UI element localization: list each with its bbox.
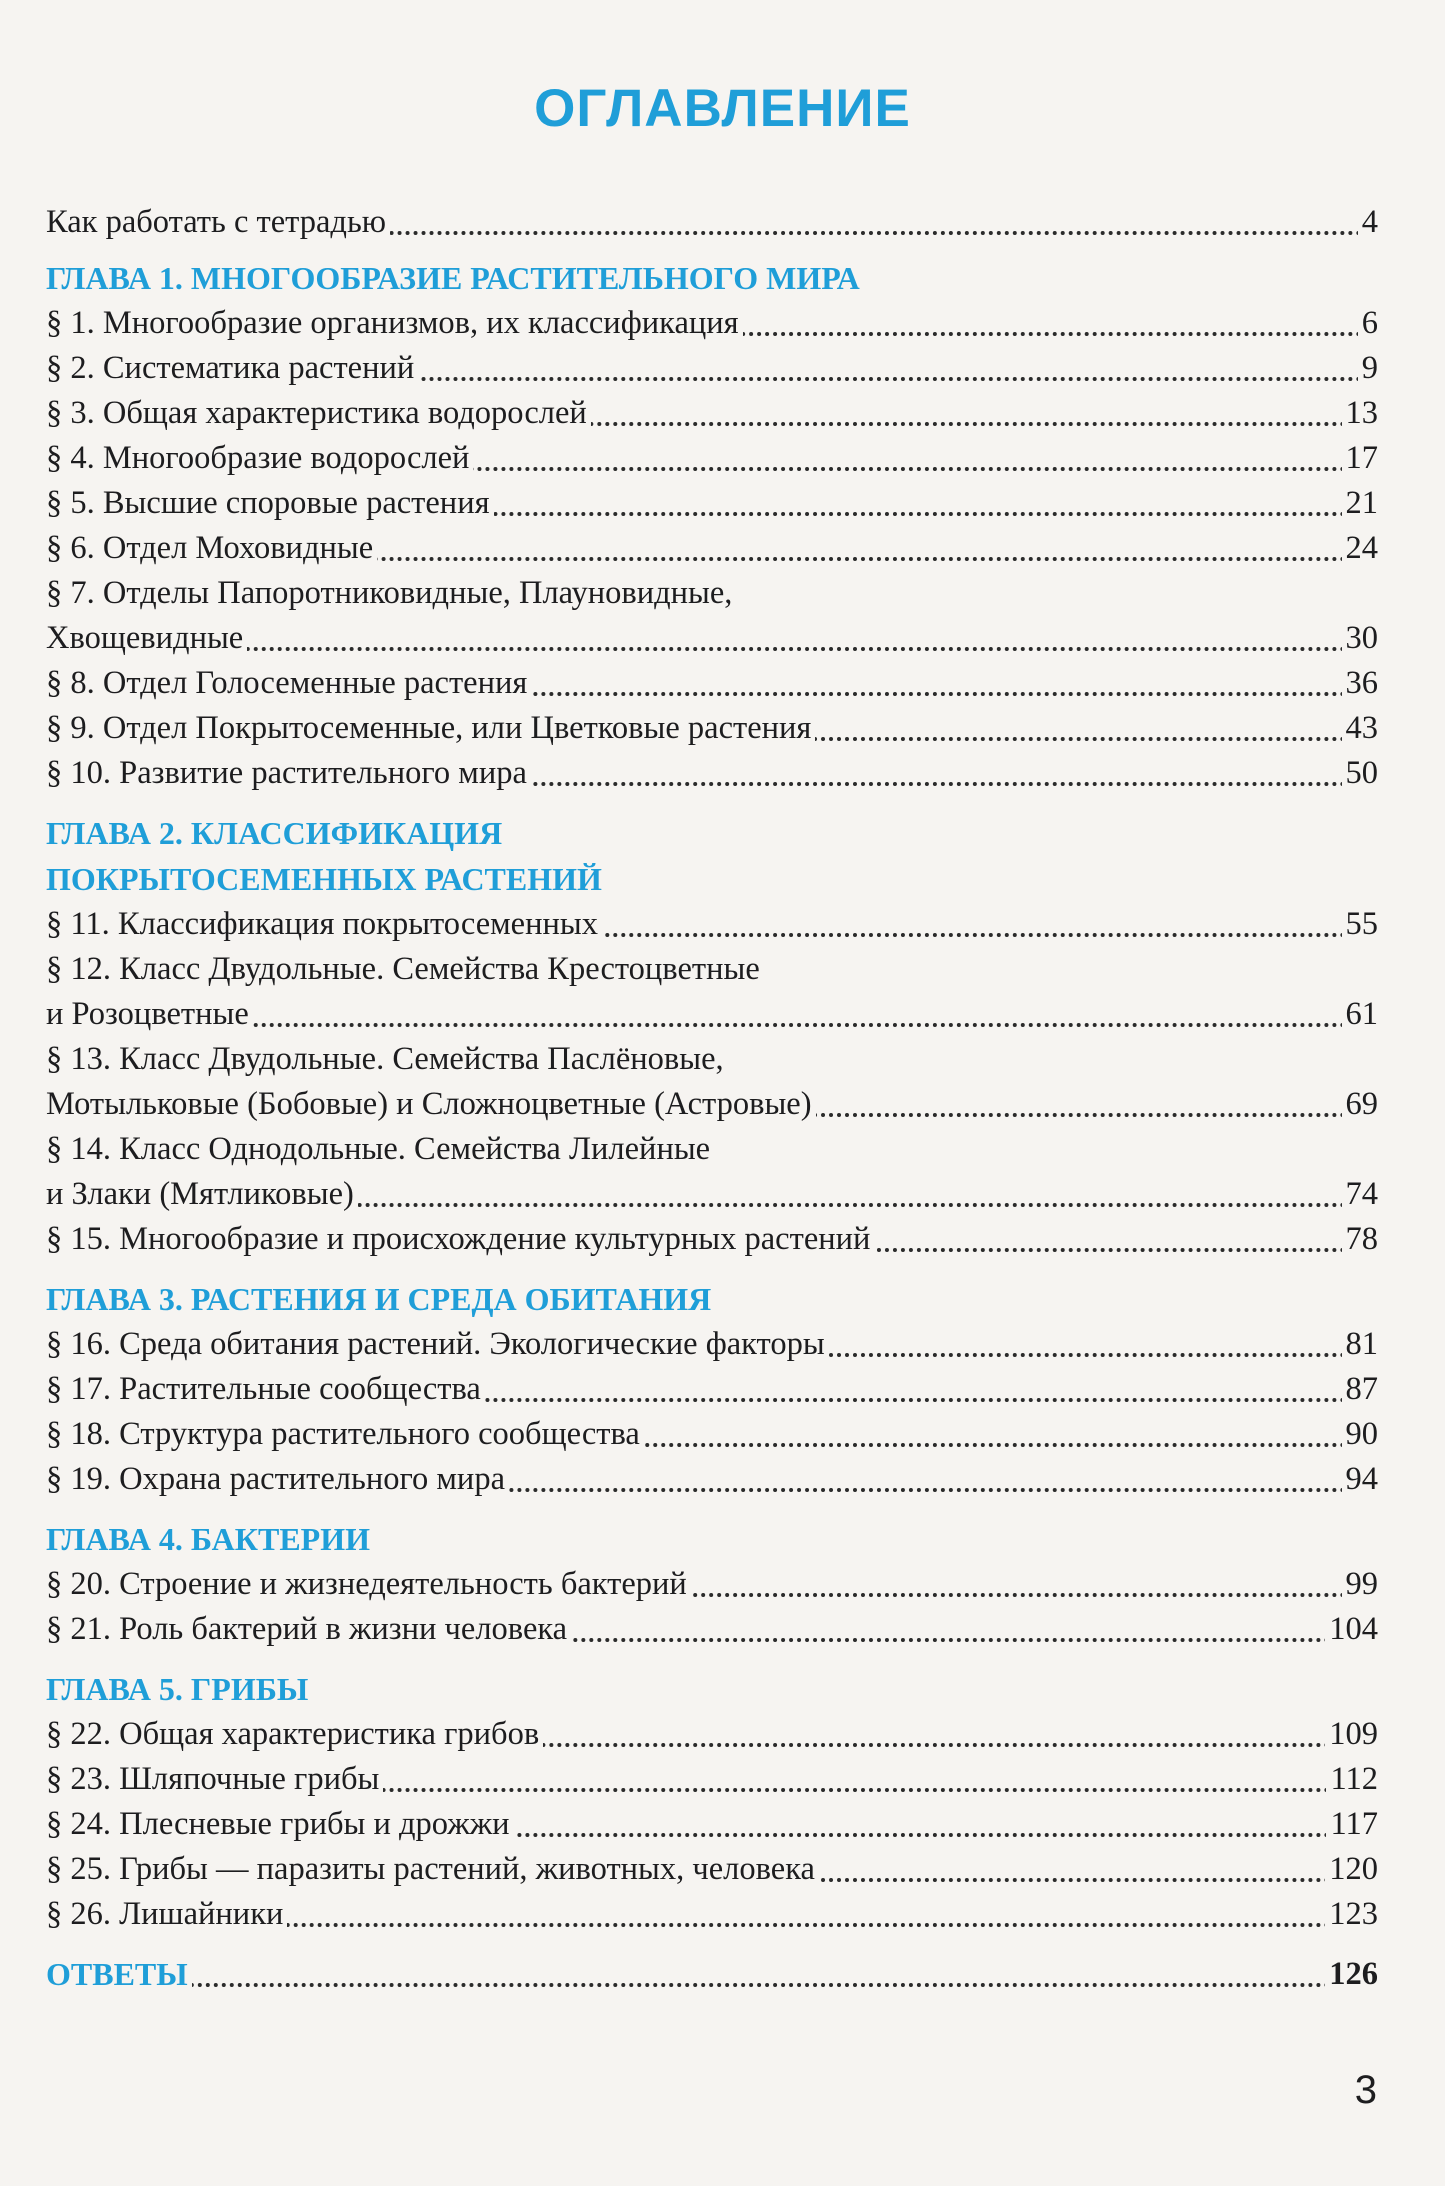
- toc-entry[interactable]: [46, 526, 1378, 571]
- toc-entry[interactable]: [46, 947, 1378, 992]
- toc-entry-page: 104: [1325, 1607, 1378, 1652]
- page-title: ОГЛАВЛЕНИЕ: [534, 79, 911, 138]
- toc-entry[interactable]: [46, 1217, 1378, 1262]
- toc-entry-label: и Розоцветные: [46, 992, 253, 1037]
- toc-entry-page: 55: [1342, 902, 1379, 947]
- toc-entry-page: 94: [1342, 1457, 1379, 1502]
- toc-entry-label: § 14. Класс Однодольные. Семейства Лилейные: [46, 1127, 714, 1172]
- toc-entry[interactable]: [46, 902, 1378, 947]
- toc-entry-label: § 16. Среда обитания растений. Экологические факторы: [46, 1322, 829, 1367]
- toc-entry[interactable]: [46, 1037, 1378, 1082]
- toc-entry-label: § 9. Отдел Покрытосеменные, или Цветковые растения: [46, 706, 815, 751]
- answers-label: ОТВЕТЫ: [46, 1951, 192, 1997]
- answers-entry[interactable]: [46, 1951, 1378, 1997]
- toc-entry[interactable]: [46, 1757, 1378, 1802]
- toc-entry-page: 109: [1325, 1712, 1378, 1757]
- chapter-heading: ГЛАВА 1. МНОГООБРАЗИЕ РАСТИТЕЛЬНОГО МИРА: [46, 260, 860, 296]
- toc-entry-label: § 10. Развитие растительного мира: [46, 751, 531, 796]
- toc-entry[interactable]: [46, 616, 1378, 661]
- toc-entry-page: 74: [1342, 1172, 1379, 1217]
- toc-entry-page: 9: [1358, 346, 1378, 391]
- toc-entry-label: § 5. Высшие споровые растения: [46, 481, 494, 526]
- chapter-heading: ПОКРЫТОСЕМЕННЫХ РАСТЕНИЙ: [46, 861, 602, 897]
- toc-entry-label: § 4. Многообразие водорослей: [46, 436, 473, 481]
- toc-entry[interactable]: [46, 481, 1378, 526]
- toc-entry[interactable]: [46, 1457, 1378, 1502]
- toc-entry[interactable]: [46, 391, 1378, 436]
- chapter-heading: ГЛАВА 2. КЛАССИФИКАЦИЯ: [46, 815, 503, 851]
- toc-entry-label: § 3. Общая характеристика водорослей: [46, 391, 591, 436]
- toc-entry[interactable]: [46, 1322, 1378, 1367]
- toc-entry[interactable]: [46, 1712, 1378, 1757]
- toc-entry-label: § 22. Общая характеристика грибов: [46, 1712, 543, 1757]
- toc-entry-page: 50: [1342, 751, 1379, 796]
- toc-entry-page: 123: [1325, 1892, 1378, 1937]
- toc-entry-label: Хвощевидные: [46, 616, 247, 661]
- toc-entry[interactable]: [46, 1172, 1378, 1217]
- toc-entry-label: § 7. Отделы Папоротниковидные, Плауновидные,: [46, 571, 736, 616]
- toc-entry-label: § 6. Отдел Моховидные: [46, 526, 377, 571]
- toc-entry[interactable]: [46, 992, 1378, 1037]
- toc-entry-label: § 15. Многообразие и происхождение культурных растений: [46, 1217, 874, 1262]
- toc-entry[interactable]: [46, 1562, 1378, 1607]
- toc-entry[interactable]: [46, 571, 1378, 616]
- toc-entry-label: § 20. Строение и жизнедеятельность бактерий: [46, 1562, 691, 1607]
- toc-entry-page: 4: [1358, 200, 1378, 245]
- toc-entry-label: § 18. Структура растительного сообщества: [46, 1412, 644, 1457]
- toc-entry-label: § 25. Грибы — паразиты растений, животных, человека: [46, 1847, 819, 1892]
- toc-entry-label: § 21. Роль бактерий в жизни человека: [46, 1607, 571, 1652]
- toc-entry[interactable]: [46, 301, 1378, 346]
- toc-entry-page: 43: [1342, 706, 1379, 751]
- toc-entry-label: § 2. Систематика растений: [46, 346, 418, 391]
- toc-entry[interactable]: [46, 1127, 1378, 1172]
- toc-entry[interactable]: [46, 1802, 1378, 1847]
- toc-entry-page: 21: [1342, 481, 1379, 526]
- toc-entry-page: 30: [1342, 616, 1379, 661]
- toc-entry-label: § 8. Отдел Голосеменные растения: [46, 661, 531, 706]
- toc-entry[interactable]: [46, 1412, 1378, 1457]
- toc-entry-label: § 19. Охрана растительного мира: [46, 1457, 509, 1502]
- toc-entry[interactable]: [46, 706, 1378, 751]
- toc-entry-label: Мотыльковые (Бобовые) и Сложноцветные (Астровые): [46, 1082, 816, 1127]
- toc-entry-page: 69: [1342, 1082, 1379, 1127]
- toc-entry[interactable]: [46, 436, 1378, 481]
- toc-entry-page: 90: [1342, 1412, 1379, 1457]
- toc-entry-page: 17: [1342, 436, 1379, 481]
- toc-entry-page: 112: [1326, 1757, 1378, 1802]
- toc-entry-label: § 13. Класс Двудольные. Семейства Паслёновые,: [46, 1037, 728, 1082]
- chapter-heading: ГЛАВА 5. ГРИБЫ: [46, 1671, 309, 1707]
- toc-entry[interactable]: [46, 1367, 1378, 1412]
- toc-entry-page: 13: [1342, 391, 1379, 436]
- toc-entry-page: 24: [1342, 526, 1379, 571]
- toc-entry-label: § 12. Класс Двудольные. Семейства Крестоцветные: [46, 947, 764, 992]
- dot-leader: [46, 1983, 1378, 1987]
- toc-entry-page: 81: [1342, 1322, 1379, 1367]
- toc-entry-label: § 1. Многообразие организмов, их классификация: [46, 301, 743, 346]
- toc-entry-page: 99: [1342, 1562, 1379, 1607]
- toc-entry[interactable]: [46, 200, 1378, 245]
- toc-entry[interactable]: [46, 346, 1378, 391]
- answers-page: 126: [1325, 1951, 1378, 1997]
- toc-entry[interactable]: [46, 1847, 1378, 1892]
- toc-entry-label: § 23. Шляпочные грибы: [46, 1757, 383, 1802]
- toc-entry-label: § 11. Классификация покрытосеменных: [46, 902, 602, 947]
- toc-entry[interactable]: [46, 751, 1378, 796]
- toc-entry-page: 6: [1358, 301, 1378, 346]
- chapter-heading: ГЛАВА 3. РАСТЕНИЯ И СРЕДА ОБИТАНИЯ: [46, 1281, 712, 1317]
- toc-entry[interactable]: [46, 1892, 1378, 1937]
- toc-entry-label: § 17. Растительные сообщества: [46, 1367, 485, 1412]
- toc-entry-page: 78: [1342, 1217, 1379, 1262]
- toc-entry-page: 120: [1325, 1847, 1378, 1892]
- chapter-heading: ГЛАВА 4. БАКТЕРИИ: [46, 1521, 370, 1557]
- toc-entry-label: § 26. Лишайники: [46, 1892, 287, 1937]
- toc-entry-page: 117: [1326, 1802, 1378, 1847]
- toc-entry-label: и Злаки (Мятликовые): [46, 1172, 358, 1217]
- toc-entry[interactable]: [46, 1082, 1378, 1127]
- toc-entry-page: 61: [1342, 992, 1379, 1037]
- table-of-contents: [46, 200, 1378, 1997]
- toc-entry[interactable]: [46, 1607, 1378, 1652]
- toc-entry-label: § 24. Плесневые грибы и дрожжи: [46, 1802, 514, 1847]
- toc-entry-page: 36: [1342, 661, 1379, 706]
- toc-entry-label: Как работать с тетрадью: [46, 200, 390, 245]
- page-number: 3: [1354, 2068, 1377, 2112]
- toc-entry-page: 87: [1342, 1367, 1379, 1412]
- toc-entry[interactable]: [46, 661, 1378, 706]
